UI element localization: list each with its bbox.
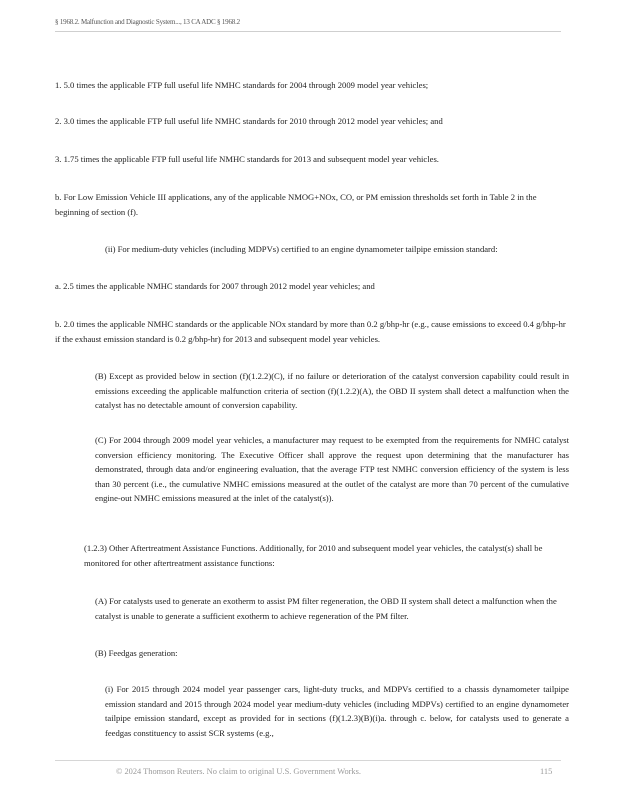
page-number: 115 [540, 767, 553, 776]
paragraph-4: b. For Low Emission Vehicle III applications, any of the applicable NMOG+NOx, CO, or PM emission thresholds set forth in Table 2 in the beginning of section (f). [55, 192, 537, 217]
footer-divider [55, 760, 561, 761]
paragraph-3: 3. 1.75 times the applicable FTP full useful life NMHC standards for 2013 and subsequent model year vehicles. [55, 154, 439, 164]
paragraph-7: b. 2.0 times the applicable NMHC standards or the applicable NOx standard by more than 0.2 g/bhp-hr (e.g., cause emissions to exceed 0.4 g/bhp-hr if the exhaust emission standard is 0.2 g/bhp-hr) for 2013 and subsequent model year vehicles. [55, 319, 566, 344]
paragraph-12: (B) Feedgas generation: [95, 648, 178, 658]
paragraph-5: (ii) For medium-duty vehicles (including MDPVs) certified to an engine dynamometer tailpipe emission standard: [105, 244, 498, 254]
paragraph-8: (B) Except as provided below in section (f)(1.2.2)(C), if no failure or deterioration of the catalyst conversion capability could result in emissions exceeding the applicable malfunction criteria of section (f)(1.2.2)(A), the OBD II system shall detect a malfunction when the catalyst has no detectable amount of conversion capability. [95, 371, 569, 410]
paragraph-2: 2. 3.0 times the applicable FTP full useful life NMHC standards for 2010 through 2012 model year vehicles; and [55, 116, 443, 126]
footer-copyright: © 2024 Thomson Reuters. No claim to original U.S. Government Works. [116, 767, 361, 776]
paragraph-1: 1. 5.0 times the applicable FTP full useful life NMHC standards for 2004 through 2009 model year vehicles; [55, 80, 429, 90]
paragraph-13: (i) For 2015 through 2024 model year passenger cars, light-duty trucks, and MDPVs certified to a chassis dynamometer tailpipe emission standard and 2015 through 2024 model year medium-duty vehicles (including MDPVs) certified to an engine dynamometer tailpipe emission standard, except as provided for in sections (f)(1.2.3)(B)(i)a. through c. below, for catalysts used to generate a feedgas constituency to assist SCR systems (e.g., [105, 684, 569, 738]
paragraph-9: (C) For 2004 through 2009 model year vehicles, a manufacturer may request to be exempted from the requirements for NMHC catalyst conversion efficiency monitoring. The Executive Officer shall approve the request upon determining that the manufacturer has demonstrated, through data and/or engineering evaluation, that the average FTP test NMHC conversion efficiency of the system is less than 30 percent (i.e., the cumulative NMHC emissions measured at the outlet of the catalyst are more than 70 percent of the cumulative engine-out NMHC emissions measured at the inlet of the catalyst(s)). [95, 435, 569, 503]
page-header-citation: § 1968.2. Malfunction and Diagnostic System..., 13 CA ADC § 1968.2 [55, 18, 561, 32]
paragraph-6: a. 2.5 times the applicable NMHC standards for 2007 through 2012 model year vehicles; and [55, 281, 375, 291]
paragraph-10: (1.2.3) Other Aftertreatment Assistance Functions. Additionally, for 2010 and subsequent model year vehicles, the catalyst(s) shall be monitored for other aftertreatment assistance functions: [84, 543, 543, 568]
paragraph-11: (A) For catalysts used to generate an exotherm to assist PM filter regeneration, the OBD II system shall detect a malfunction when the catalyst is unable to generate a sufficient exotherm to achieve regeneration of the PM filter. [95, 596, 557, 621]
